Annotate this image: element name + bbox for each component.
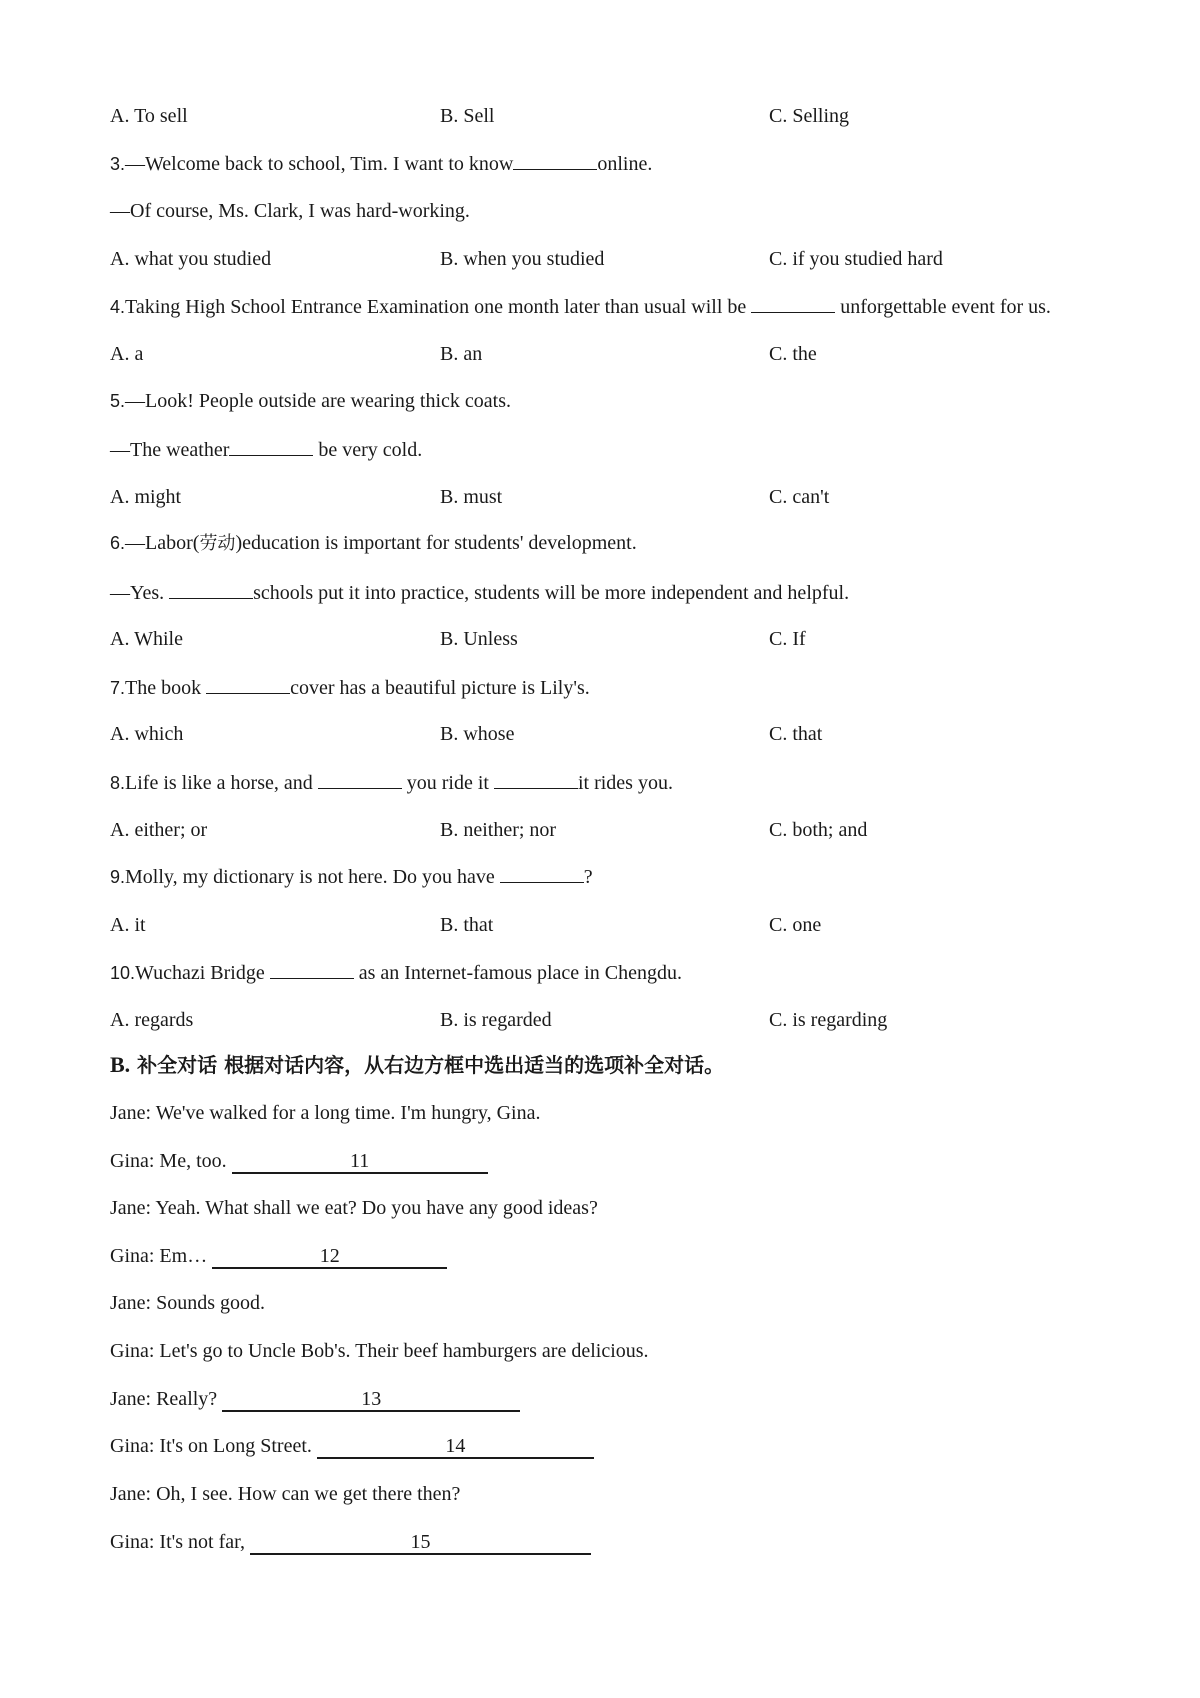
answer-blank [229, 437, 313, 456]
stem-text: Life is like a horse, and [125, 772, 318, 794]
question-stem [110, 389, 511, 413]
dialogue-text: Gina: It's not far, [110, 1531, 250, 1553]
option-b: B. is regarded [440, 1009, 552, 1031]
answer-blank-11: 11 [232, 1150, 488, 1174]
question-number: 10. [110, 963, 136, 983]
option-b: B. must [440, 486, 503, 508]
dialogue-reply [110, 437, 422, 462]
stem-text: —Welcome back to school, Tim. I want to know [125, 153, 514, 175]
question-number: 7. [110, 678, 126, 698]
answer-blank-15: 15 [250, 1531, 591, 1555]
question-stem [110, 675, 590, 700]
stem-text: —Look! People outside are wearing thick coats. [125, 390, 512, 412]
option-a: A. To sell [110, 105, 188, 127]
option-a: A. a [110, 343, 144, 365]
stem-text: )education is important for students' development. [235, 532, 637, 554]
reply-text: —Yes. [110, 582, 170, 604]
dialogue-line: Jane: We've walked for a long time. I'm hungry, Gina. [110, 1102, 541, 1124]
chinese-gloss: 劳动 [199, 533, 236, 554]
answer-blank [318, 770, 402, 789]
question-number: 6. [110, 533, 126, 553]
question-stem [110, 960, 682, 985]
dialogue-line [110, 1530, 591, 1555]
dialogue-text: Gina: Em… [110, 1245, 213, 1267]
stem-text: it rides you. [577, 772, 673, 794]
question-stem [110, 770, 673, 795]
dialogue-line: Gina: Let's go to Uncle Bob's. Their beef hamburgers are delicious. [110, 1340, 649, 1362]
question-stem [110, 864, 593, 889]
option-a: A. which [110, 723, 184, 745]
reply-text: —The weather [110, 439, 230, 461]
stem-text: Wuchazi Bridge [135, 962, 270, 984]
option-b: B. an [440, 343, 483, 365]
dialogue-line: Jane: Yeah. What shall we eat? Do you have any good ideas? [110, 1197, 598, 1219]
option-c: C. the [769, 343, 817, 365]
stem-text: Molly, my dictionary is not here. Do you have [125, 866, 500, 888]
option-b: B. neither; nor [440, 819, 557, 841]
stem-text: ? [583, 866, 593, 888]
option-c: C. one [769, 914, 822, 936]
option-c: C. if you studied hard [769, 248, 943, 270]
dialogue-text: Jane: Really? [110, 1388, 223, 1410]
option-c: C. is regarding [769, 1009, 888, 1031]
answer-blank [206, 675, 290, 694]
stem-text: Taking High School Entrance Examination one month later than usual will be [125, 296, 747, 318]
reply-text: be very cold. [313, 439, 423, 461]
section-letter: B. [110, 1052, 131, 1077]
stem-text: cover has a beautiful picture is Lily's. [290, 677, 590, 699]
question-stem [110, 151, 652, 176]
stem-text: as an Internet-famous place in Chengdu. [353, 962, 682, 984]
option-a: A. what you studied [110, 248, 272, 270]
dialogue-text: Gina: It's on Long Street. [110, 1435, 317, 1457]
question-stem [110, 294, 1051, 319]
option-c: C. that [769, 723, 823, 745]
question-number: 5. [110, 391, 126, 411]
answer-blank-12: 12 [212, 1245, 447, 1269]
section-b-heading [110, 1052, 724, 1078]
reply-text: schools put it into practice, students will be more independent and helpful. [253, 582, 850, 604]
answer-blank [270, 960, 354, 979]
option-c: C. Selling [769, 105, 850, 127]
dialogue-line [110, 1434, 594, 1459]
dialogue-text: Gina: Me, too. [110, 1150, 232, 1172]
answer-blank-13: 13 [222, 1388, 520, 1412]
stem-text: you ride it [401, 772, 494, 794]
stem-text: unforgettable event for us. [835, 296, 1051, 318]
dialogue-reply: —Of course, Ms. Clark, I was hard-working. [110, 200, 470, 222]
dialogue-reply [110, 580, 849, 605]
option-c: C. both; and [769, 819, 868, 841]
answer-blank [751, 294, 835, 313]
answer-blank [494, 770, 578, 789]
option-b: B. when you studied [440, 248, 605, 270]
stem-text: online. [597, 153, 653, 175]
answer-blank-14: 14 [317, 1435, 594, 1459]
question-number: 4. [110, 297, 126, 317]
dialogue-line [110, 1387, 520, 1412]
stem-text: The book [125, 677, 207, 699]
question-number: 9. [110, 867, 126, 887]
option-a: A. it [110, 914, 146, 936]
option-a: A. might [110, 486, 182, 508]
dialogue-line [110, 1149, 488, 1174]
option-a: A. either; or [110, 819, 208, 841]
dialogue-line: Jane: Sounds good. [110, 1292, 265, 1314]
option-a: A. While [110, 628, 183, 650]
option-b: B. that [440, 914, 494, 936]
question-number: 3. [110, 154, 126, 174]
answer-blank [500, 864, 584, 883]
answer-blank [513, 151, 597, 170]
option-c: C. can't [769, 486, 830, 508]
section-instructions: 补全对话 根据对话内容，从右边方框中选出适当的选项补全对话。 [130, 1053, 725, 1077]
stem-text: —Labor( [125, 532, 200, 554]
dialogue-line: Jane: Oh, I see. How can we get there then? [110, 1483, 461, 1505]
option-c: C. If [769, 628, 806, 650]
answer-blank [169, 580, 253, 599]
dialogue-line [110, 1244, 447, 1269]
question-number: 8. [110, 773, 126, 793]
option-b: B. Unless [440, 628, 518, 650]
option-b: B. Sell [440, 105, 495, 127]
option-a: A. regards [110, 1009, 194, 1031]
question-stem [110, 531, 637, 556]
option-b: B. whose [440, 723, 515, 745]
